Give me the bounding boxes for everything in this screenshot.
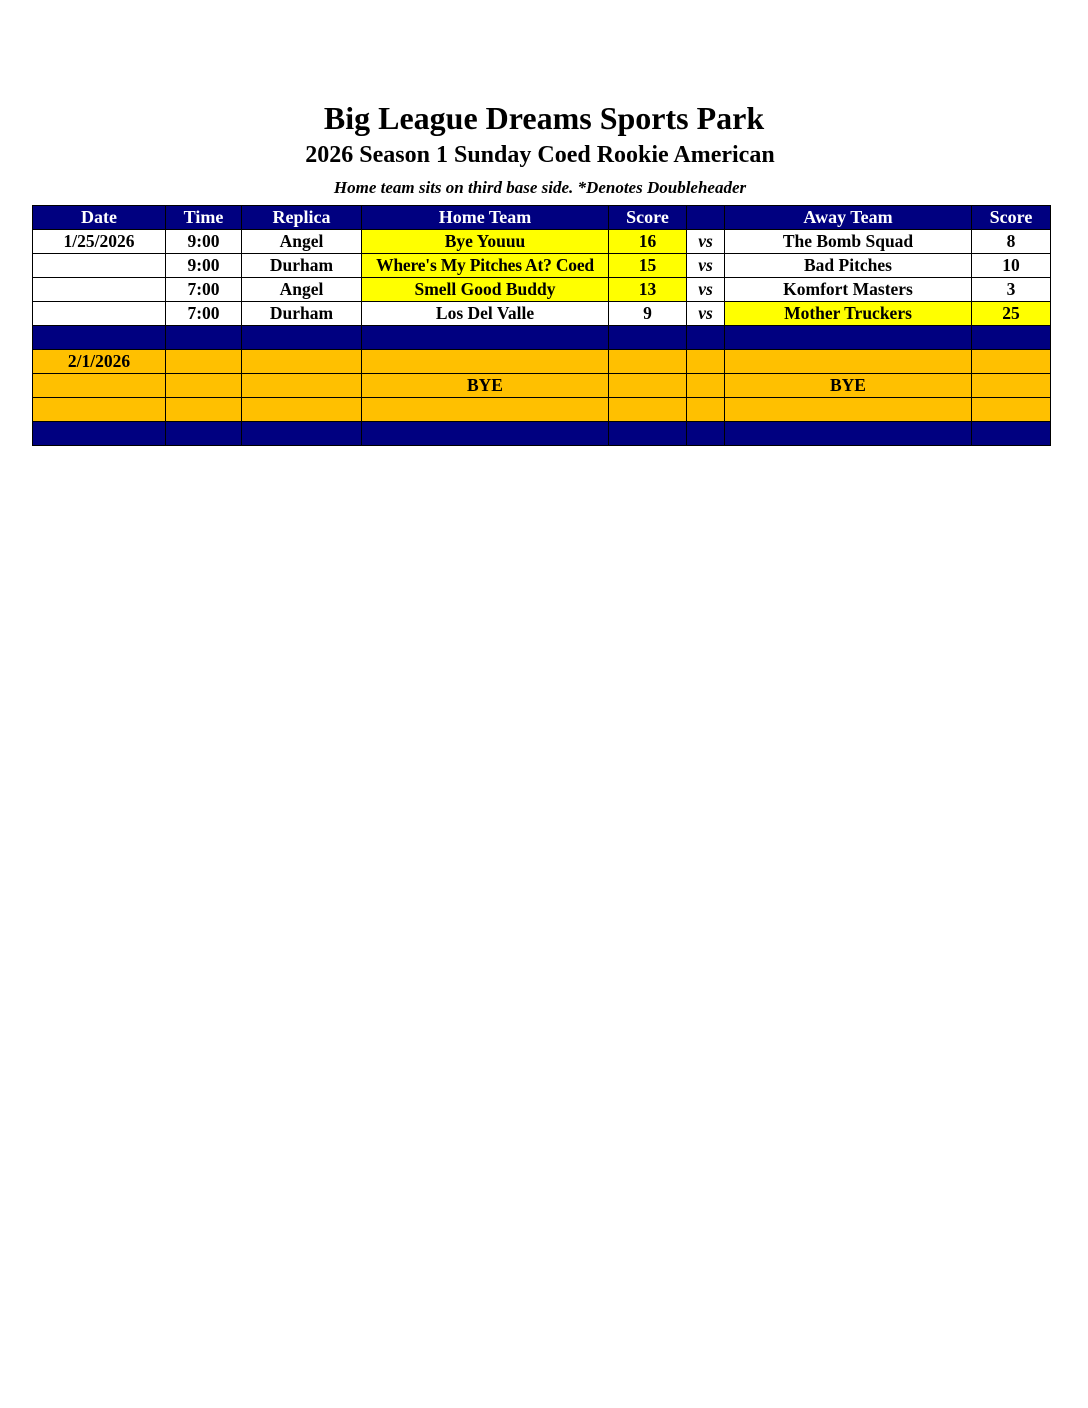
- away-team: Mother Truckers: [725, 302, 972, 326]
- away-score: 25: [972, 302, 1051, 326]
- column-header-away-team: Away Team: [725, 206, 972, 230]
- away-team: The Bomb Squad: [725, 230, 972, 254]
- vs-label: vs: [687, 278, 725, 302]
- home-score: 16: [609, 230, 687, 254]
- home-score: 9: [609, 302, 687, 326]
- home-score: 13: [609, 278, 687, 302]
- home-team: Smell Good Buddy: [362, 278, 609, 302]
- home-team: Bye Youuu: [362, 230, 609, 254]
- game-field: Durham: [242, 302, 362, 326]
- game-row: [33, 278, 1051, 302]
- week-row-empty: [33, 398, 1051, 422]
- schedule-table: [32, 205, 1051, 446]
- column-header-vs: [687, 206, 725, 230]
- game-time: 7:00: [166, 302, 242, 326]
- away-score: 10: [972, 254, 1051, 278]
- home-team: Los Del Valle: [362, 302, 609, 326]
- week-date: 2/1/2026: [33, 350, 166, 374]
- away-score: 8: [972, 230, 1051, 254]
- vs-label: vs: [687, 302, 725, 326]
- separator-row: [33, 326, 1051, 350]
- game-row: [33, 254, 1051, 278]
- game-field: Angel: [242, 230, 362, 254]
- page-title: Big League Dreams Sports Park: [323, 100, 765, 136]
- game-row: [33, 230, 1051, 254]
- away-team: Bad Pitches: [725, 254, 972, 278]
- separator-row: [33, 422, 1051, 446]
- bye-home-label: BYE: [362, 374, 609, 398]
- column-header-time: Time: [166, 206, 242, 230]
- away-score: 3: [972, 278, 1051, 302]
- game-date: [33, 254, 166, 278]
- away-team: Komfort Masters: [725, 278, 972, 302]
- week-row: [33, 350, 1051, 374]
- bye-away-label: BYE: [725, 374, 972, 398]
- game-time: 9:00: [166, 254, 242, 278]
- game-date: [33, 278, 166, 302]
- game-date: 1/25/2026: [33, 230, 166, 254]
- game-field: Angel: [242, 278, 362, 302]
- header-row: [33, 206, 1051, 230]
- column-header-date: Date: [33, 206, 166, 230]
- game-date: [33, 302, 166, 326]
- column-header-home-team: Home Team: [362, 206, 609, 230]
- game-time: 7:00: [166, 278, 242, 302]
- column-header-away-score: Score: [972, 206, 1051, 230]
- bye-row: [33, 374, 1051, 398]
- game-row: [33, 302, 1051, 326]
- schedule-note: Home team sits on third base side. *Denotes Doubleheader: [333, 178, 747, 197]
- page-subtitle: 2026 Season 1 Sunday Coed Rookie American: [305, 142, 775, 168]
- column-header-replica: Replica: [242, 206, 362, 230]
- home-score: 15: [609, 254, 687, 278]
- home-team: Where's My Pitches At? Coed: [362, 254, 609, 278]
- game-field: Durham: [242, 254, 362, 278]
- vs-label: vs: [687, 254, 725, 278]
- game-time: 9:00: [166, 230, 242, 254]
- vs-label: vs: [687, 230, 725, 254]
- column-header-home-score: Score: [609, 206, 687, 230]
